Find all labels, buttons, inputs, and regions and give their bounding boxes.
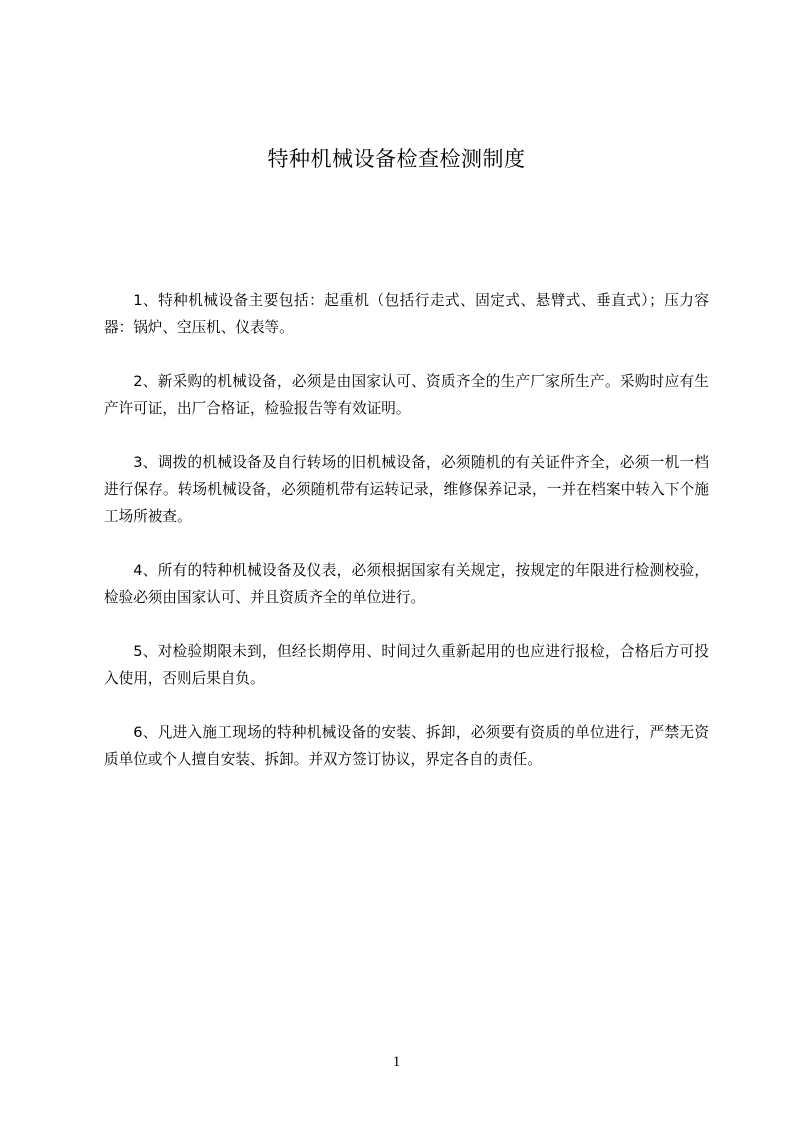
- document-body: [104, 287, 709, 800]
- page-number: 1: [392, 1054, 401, 1070]
- paragraph-5: 5、对检验期限未到，但经长期停用、时间过久重新起用的也应进行报检，合格后方可投入使用，否则后果自负。: [104, 643, 709, 687]
- paragraph-2: 2、新采购的机械设备，必须是由国家认可、资质齐全的生产厂家所生产。采购时应有生产许可证，出厂合格证，检验报告等有效证明。: [104, 373, 709, 417]
- paragraph-3: 3、调拨的机械设备及自行转场的旧机械设备，必须随机的有关证件齐全，必须一机一档进行保存。转场机械设备，必须随机带有运转记录，维修保养记录，一并在档案中转入下个施工场所被查。: [104, 454, 709, 525]
- document-title: 特种机械设备检查检测制度: [267, 147, 526, 171]
- paragraph-1: 1、特种机械设备主要包括：起重机（包括行走式、固定式、悬臂式、垂直式）；压力容器：锅炉、空压机、仪表等。: [104, 292, 709, 336]
- paragraph-6: 6、凡进入施工现场的特种机械设备的安装、拆卸，必须要有资质的单位进行，严禁无资质单位或个人擅自安装、拆卸。并双方签订协议，界定各自的责任。: [104, 724, 709, 768]
- paragraph-4: 4、所有的特种机械设备及仪表，必须根据国家有关规定，按规定的年限进行检测校验，检验必须由国家认可、并且资质齐全的单位进行。: [104, 562, 709, 606]
